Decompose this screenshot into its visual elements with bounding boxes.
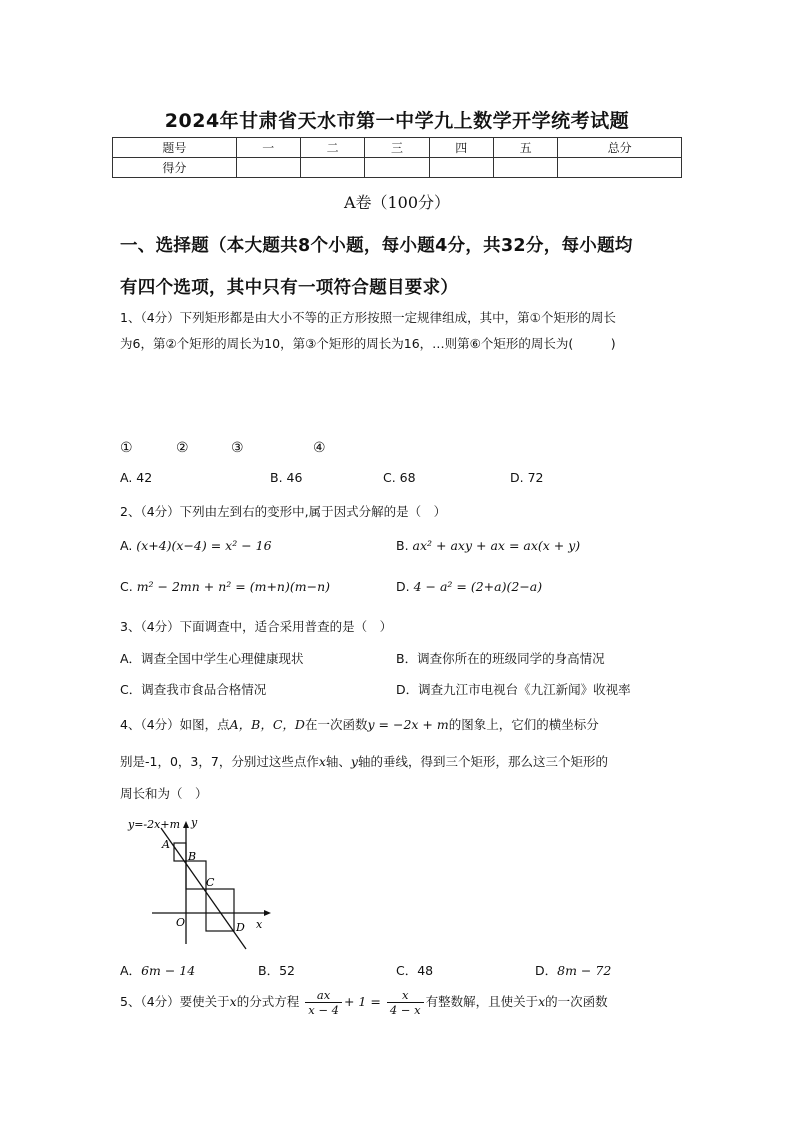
graph-label-d: D (236, 921, 245, 934)
score-table (112, 137, 682, 178)
q4-option-b[interactable] (258, 961, 295, 979)
fraction-numerator: ax (305, 988, 342, 1003)
q1-figure-label: ③ (231, 440, 244, 456)
q2-option-letter: B. (396, 538, 409, 553)
page-title: 2024年甘肃省天水市第一中学九上数学开学统考试题 (164, 110, 630, 132)
q4-option-letter: B． (258, 963, 280, 978)
graph-label-c: C (206, 876, 215, 889)
q2-option-b[interactable] (396, 538, 580, 553)
part1-heading-line1: 一、选择题（本大题共8个小题，每小题4分，共32分，每小题均 (120, 236, 633, 256)
q4-text: 别是-1，0，3，7，分别过这些点作 (120, 754, 319, 769)
score-header-cell: 题号 (113, 138, 237, 158)
score-header-cell: 五 (493, 138, 557, 158)
graph-label-b: B (188, 850, 197, 863)
score-header-cell: 总分 (558, 138, 682, 158)
graph-label-func: y=-2x+m (128, 818, 180, 831)
q4-function-graph (126, 816, 271, 951)
q5-plus-one: + 1 = (343, 994, 381, 1009)
q2-option-expr: 4 − a² = (2+a)(2−a) (413, 579, 543, 594)
q2-option-a[interactable] (120, 538, 272, 553)
q5-text: 的一次函数 (545, 994, 608, 1009)
x-axis-arrow (264, 910, 271, 916)
score-cell[interactable] (236, 158, 300, 178)
q5-var: x (538, 994, 546, 1009)
q1-option-c[interactable]: C. 68 (383, 470, 416, 485)
score-row-label: 得分 (113, 158, 237, 178)
q2-option-c[interactable] (120, 579, 330, 594)
rectangle-1 (174, 843, 186, 861)
score-header-cell: 一 (236, 138, 300, 158)
q2-option-letter: D. (396, 579, 410, 594)
rectangle-3 (206, 889, 234, 931)
q1-option-a[interactable]: A. 42 (120, 470, 153, 485)
q3-option-a[interactable]: A．调查全国中学生心理健康现状 (120, 651, 304, 666)
q4-stem-line3: 周长和为（ ） (120, 786, 208, 801)
q4-text: 4、（4分）如图，点 (120, 717, 230, 732)
q3-stem: 3、（4分）下面调查中，适合采用普查的是（ ） (120, 619, 393, 634)
y-axis-arrow (183, 821, 189, 828)
q3-option-b[interactable]: B．调查你所在的班级同学的身高情况 (396, 651, 605, 666)
q5-text: 5、（4分）要使关于 (120, 994, 230, 1009)
q1-figure-label: ① (120, 440, 133, 456)
score-header-cell: 二 (300, 138, 364, 158)
graph-label-x: x (256, 918, 263, 931)
q5-fraction-1 (305, 988, 342, 1017)
q1-stem-line1: 1、（4分）下列矩形都是由大小不等的正方形按照一定规律组成，其中，第①个矩形的周长 (120, 310, 616, 325)
q4-option-expr: 48 (417, 963, 434, 978)
q4-x-var: x (318, 754, 326, 769)
score-cell[interactable] (493, 158, 557, 178)
score-table-score-row (113, 158, 682, 178)
part1-heading-line2: 有四个选项，其中只有一项符合题目要求） (120, 278, 459, 298)
fraction-numerator: x (387, 988, 424, 1003)
score-cell[interactable] (558, 158, 682, 178)
q3-option-d[interactable]: D．调查九江市电视台《九江新闻》收视率 (396, 682, 631, 697)
q1-figure-label: ② (176, 440, 189, 456)
q1-stem-line2: 为6，第②个矩形的周长为10，第③个矩形的周长为16，…则第⑥个矩形的周长为( ) (120, 336, 616, 351)
fraction-denominator: 4 − x (389, 1003, 421, 1017)
graph-label-o: O (176, 916, 186, 929)
graph-label-y: y (191, 816, 198, 829)
q4-text: 的图象上，它们的横坐标分 (448, 717, 599, 732)
score-cell[interactable] (365, 158, 429, 178)
q3-option-c[interactable]: C．调查我市食品合格情况 (120, 682, 267, 697)
q4-stem-line2 (120, 752, 608, 770)
q4-text: 轴的垂线，得到三个矩形，那么这三个矩形的 (357, 754, 608, 769)
q4-option-expr: 8m − 72 (557, 963, 612, 978)
q4-stem-line1 (120, 715, 599, 733)
q4-option-d[interactable] (535, 961, 611, 979)
q5-fraction-2 (387, 988, 424, 1017)
graph-label-a: A (162, 838, 170, 851)
q4-option-expr: 6m − 14 (141, 963, 196, 978)
q4-option-c[interactable] (396, 961, 433, 979)
rectangle-2 (186, 861, 206, 889)
fraction-denominator: x − 4 (308, 1003, 339, 1017)
q2-option-expr: (x+4)(x−4) = x² − 16 (136, 538, 272, 553)
q4-text: 在一次函数 (304, 717, 368, 732)
q5-stem-line1 (120, 988, 608, 1017)
q2-option-letter: A. (120, 538, 133, 553)
score-cell[interactable] (300, 158, 364, 178)
q5-text: 有整数解，且使关于 (425, 994, 539, 1009)
q1-option-d[interactable]: D. 72 (510, 470, 544, 485)
q4-y-var: y (350, 754, 358, 769)
q1-option-b[interactable]: B. 46 (270, 470, 303, 485)
q4-option-letter: A． (120, 963, 142, 978)
score-header-cell: 四 (429, 138, 493, 158)
q2-stem: 2、（4分）下列由左到右的变形中,属于因式分解的是（ ） (120, 504, 447, 519)
q5-var: x (229, 994, 237, 1009)
q5-text: 的分式方程 (236, 994, 300, 1009)
q4-option-letter: C． (396, 963, 418, 978)
score-header-cell: 三 (365, 138, 429, 158)
q2-option-d[interactable] (396, 579, 542, 594)
score-table-header-row (113, 138, 682, 158)
q2-option-letter: C. (120, 579, 133, 594)
q4-option-a[interactable] (120, 961, 195, 979)
q4-text: 轴、 (325, 754, 351, 769)
q2-option-expr: ax² + axy + ax = ax(x + y) (412, 538, 581, 553)
q1-figure-label: ④ (313, 440, 326, 456)
q4-points: A，B，C，D (229, 717, 305, 732)
q4-option-expr: 52 (279, 963, 295, 978)
section-a-heading: A卷（100分） (343, 193, 451, 212)
q2-option-expr: m² − 2mn + n² = (m+n)(m−n) (136, 579, 330, 594)
q4-option-letter: D． (535, 963, 558, 978)
q4-function: y = −2x + m (367, 717, 449, 732)
score-cell[interactable] (429, 158, 493, 178)
